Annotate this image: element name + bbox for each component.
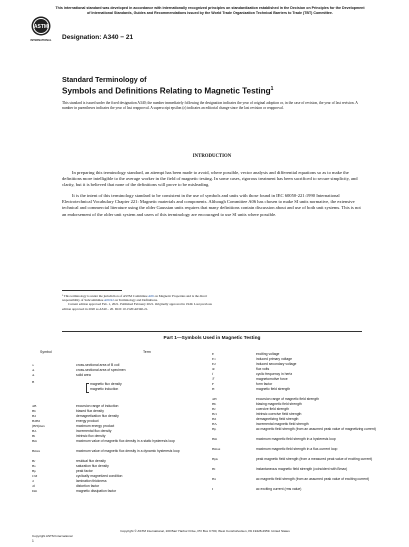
term-flux-volts: flux volts (256, 367, 270, 371)
term-peak-factor: peak factor (76, 469, 93, 473)
symbol-Bm: Bm (32, 439, 37, 443)
term-magnetic-flux-density: magnetic flux density (90, 382, 122, 386)
term-magnetic-field-strength: magnetic field strength (256, 387, 291, 391)
title-line-2 (62, 84, 362, 97)
symbol-A: A (32, 368, 35, 372)
footnotes (62, 294, 212, 311)
term-demagnetizing-field-strength: demagnetizing field strength (256, 417, 299, 421)
symbol-H-delta: HΔ (212, 422, 217, 426)
symbol-E1: E1 (212, 357, 216, 361)
symbol-Hci: Hci (212, 412, 217, 416)
symbol-Bmax: Bmax (32, 449, 41, 453)
page-number: 1 (32, 539, 34, 543)
symbol-mmf: ℱ (212, 377, 215, 381)
symbol-Ht: Ht (212, 467, 216, 471)
footnote-divider (62, 290, 122, 291)
symbol-f: f (212, 372, 214, 376)
term-maximum-energy-product: maximum energy product (76, 424, 115, 428)
term-exciting-voltage: exciting voltage (256, 352, 280, 356)
term-magnetomotive-force: magnetomotive force (256, 377, 288, 381)
term-distortion-factor: distortion factor (76, 484, 100, 488)
footnote-1-prefix: ¹ This terminology is under the jurisdiction of ASTM Committee (62, 294, 149, 298)
footnote-1-suffix: on Terminology and Definitions. (113, 298, 158, 303)
symbol-Hmax: Hmax (212, 447, 221, 451)
term-biasing-field-strength: biasing magnetic field strength (256, 402, 302, 406)
footer-address: Copyright © ASTM International, 100 Barr Harbor Drive, PO Box C700, West Conshohocken, PA 19428-2959. United States (120, 529, 290, 533)
term-ac-field-strength-peak-magnetizing: ac magnetic field strength (from an assumed peak value of magnetizing current) (256, 427, 376, 431)
term-maximum-field-strength-flux-current: maximum magnetic field strength in a flux-current loop (256, 447, 338, 451)
term-demagnetization-flux-density: demagnetization flux density (76, 414, 119, 418)
term-intrinsic-flux-density: intrinsic flux density (76, 434, 106, 438)
symbol-I: I (212, 487, 214, 491)
term-ac-field-strength-peak-exciting: ac magnetic field strength (from an assumed peak value of exciting current) (256, 477, 370, 481)
symbol-Hpk: Hpk (212, 457, 218, 461)
term-cyclic-frequency: cyclic frequency in hertz (256, 372, 293, 376)
symbol-CM: CM (32, 474, 38, 478)
symbol-Hb: Hb (212, 402, 217, 406)
introduction-heading: INTRODUCTION (192, 154, 232, 159)
term-magnetic-induction: magnetic induction (90, 387, 119, 391)
symbol-B: B (32, 380, 35, 384)
symbol-delta-H: ΔH (212, 397, 217, 401)
introduction-paragraph-2: It is the intent of this terminology standard to be consistent in the use of symbols and units with those found in IEC 60050-221:1990 International Electrotechnical Vocabulary Chapter 221: Magnetic materials and components. Although Committee A06 has chosen to make SI units normative, the extensive technical and commercial literature using the older Gaussian units requires that many definitions contain discussion about and use of both unit systems. This is not an endorsement of the older unit system and users of this terminology are encouraged to use SI units where possible. (62, 193, 361, 217)
footnote-1-mid: on Magnetic Properties and is the direct responsibility of Subcommittee (62, 294, 208, 303)
symbol-A-solid: A (32, 373, 35, 377)
symbol-Bi: Bi (32, 434, 36, 438)
symbol-Ef: Φ (212, 367, 215, 371)
term-coercive-field-strength: coercive field strength (256, 407, 289, 411)
copyright-line: Copyright ASTM International (32, 534, 73, 538)
top-notice: This international standard was developed in accordance with internationally recognized principles on standardization established in the Decision on Principles for the Development of International Standards, Guides and Recommendations issued by the World Trade Organization Technical Barriers to Trade (TBT) Committee. (55, 6, 365, 15)
committee-a06-link[interactable]: A06 (148, 294, 154, 298)
term-ac-exciting-current: ac exciting current (rms value) (256, 487, 302, 491)
symbol-Hm: Hm (212, 437, 218, 441)
term-energy-product: energy product (76, 419, 99, 423)
term-solid-area: solid area (76, 373, 91, 377)
term-cross-sectional-area-specimen: cross-sectional area of specimen (76, 368, 126, 372)
footnote-2: Current edition approved Feb. 1, 2021. Published February 2021. Originally approved in 1949. Last previous edition approved in 2020 as A340 – 20. DOI: 10.1520/A0340-21. (62, 302, 212, 311)
column-header-term: Term (143, 350, 151, 354)
symbol-E2: E2 (212, 362, 216, 366)
term-biased-flux-density: biased flux density (76, 409, 104, 413)
symbol-df: df (32, 484, 35, 488)
symbol-Bp: Bp (32, 469, 36, 473)
term-excursion-range-field-strength: excursion range of magnetic field strength (256, 397, 319, 401)
term-maximum-flux-density-dynamic: maximum value of magnetic flux density in a dynamic hysteresis loop (76, 449, 180, 453)
symbol-d: d (32, 479, 34, 483)
logo-subtext: INTERNATIONAL (30, 39, 52, 42)
footnote-1 (62, 294, 212, 302)
term-lamination-thickness: lamination thickness (76, 479, 107, 483)
symbol-H: H (212, 387, 215, 391)
title-footnote-mark: 1 (270, 86, 274, 92)
term-peak-field-strength: peak magnetic field strength (from a measured peak value of exciting current) (256, 457, 373, 461)
term-saturation-flux-density: saturation flux density (76, 464, 109, 468)
symbol-B-delta: BΔ (32, 429, 37, 433)
introduction-paragraph-1: In preparing this terminology standard, an attempt has been made to avoid, where possible, vector analysis and differential equations so as to make the definitions more intelligible to the average worker in the field of magnetic testing. In some cases, rigorous treatment has been sacrificed to secure simplicity, and clarity, but it is believed that none of the definitions will prove to be misleading. (62, 170, 358, 188)
symbol-Bb: Bb (32, 409, 36, 413)
term-induced-primary-voltage: induced primary voltage (256, 357, 292, 361)
logo-text: ASTM (33, 24, 49, 31)
standard-notice: This standard is issued under the fixed designation A340; the number immediately following the designation indicates the year of original adoption or, in the case of revision, the year of last revision. A number in parentheses indicates the year of last reapproval. A superscript epsilon (ε) indicates an editorial change since the last revision or reapproval. (62, 101, 358, 110)
symbol-Bd: Bd (32, 414, 36, 418)
symbol-a: a (32, 363, 34, 367)
symbol-BHmax: (BH)max (32, 424, 45, 428)
symbol-F: F (212, 382, 214, 386)
symbol-Hd: Hd (212, 417, 217, 421)
term-maximum-field-strength-hysteresis: maximum magnetic field strength in a hysteresis loop (256, 437, 336, 441)
title-line-1: Standard Terminology of (62, 75, 147, 84)
term-instantaneous-field-strength: instantaneous magnetic field strength (coincident with Bmax) (256, 467, 348, 471)
term-residual-flux-density: residual flux density (76, 459, 106, 463)
designation: Designation: A340 − 21 (62, 34, 134, 41)
symbol-Hc: Hc (212, 407, 216, 411)
symbol-BdHd: BdHd (32, 419, 41, 423)
term-form-factor: form factor (256, 382, 273, 386)
term-incremental-field-strength: incremental magnetic field strength (256, 422, 309, 426)
term-induced-secondary-voltage: induced secondary voltage (256, 362, 297, 366)
symbol-Bs: Bs (32, 464, 36, 468)
term-incremental-flux-density: incremental flux density (76, 429, 112, 433)
symbol-delta-B: ΔB (32, 404, 37, 408)
term-magnetic-dissipation-factor: magnetic dissipation factor (76, 489, 117, 493)
astm-logo (30, 16, 52, 44)
symbol-Hp: Hp (212, 427, 217, 431)
part1-heading: Part 1—Symbols Used in Magnetic Testing (163, 336, 261, 341)
term-excursion-range-induction: excursion range of induction (76, 404, 119, 408)
term-group-bracket (86, 383, 89, 393)
subcommittee-a06-92-link[interactable]: A06.92 (104, 298, 114, 303)
title-block (62, 75, 362, 97)
symbol-E: E (212, 352, 215, 356)
term-cross-sectional-area-b-coil: cross-sectional area of B coil (76, 363, 120, 367)
symbol-Dm: Dm (32, 489, 38, 493)
term-maximum-flux-density-static: maximum value of magnetic flux density in a static hysteresis loop (76, 439, 175, 443)
term-cyclically-magnetized: cyclically magnetized condition (76, 474, 123, 478)
part-divider (62, 331, 362, 332)
column-header-symbol: Symbol (40, 350, 52, 354)
term-intrinsic-coercive-field-strength: intrinsic coercive field strength (256, 412, 302, 416)
symbol-Hz: Hz (212, 477, 216, 481)
symbol-Br: Br (32, 459, 36, 463)
title-main: Symbols and Definitions Relating to Magnetic Testing (62, 86, 271, 96)
